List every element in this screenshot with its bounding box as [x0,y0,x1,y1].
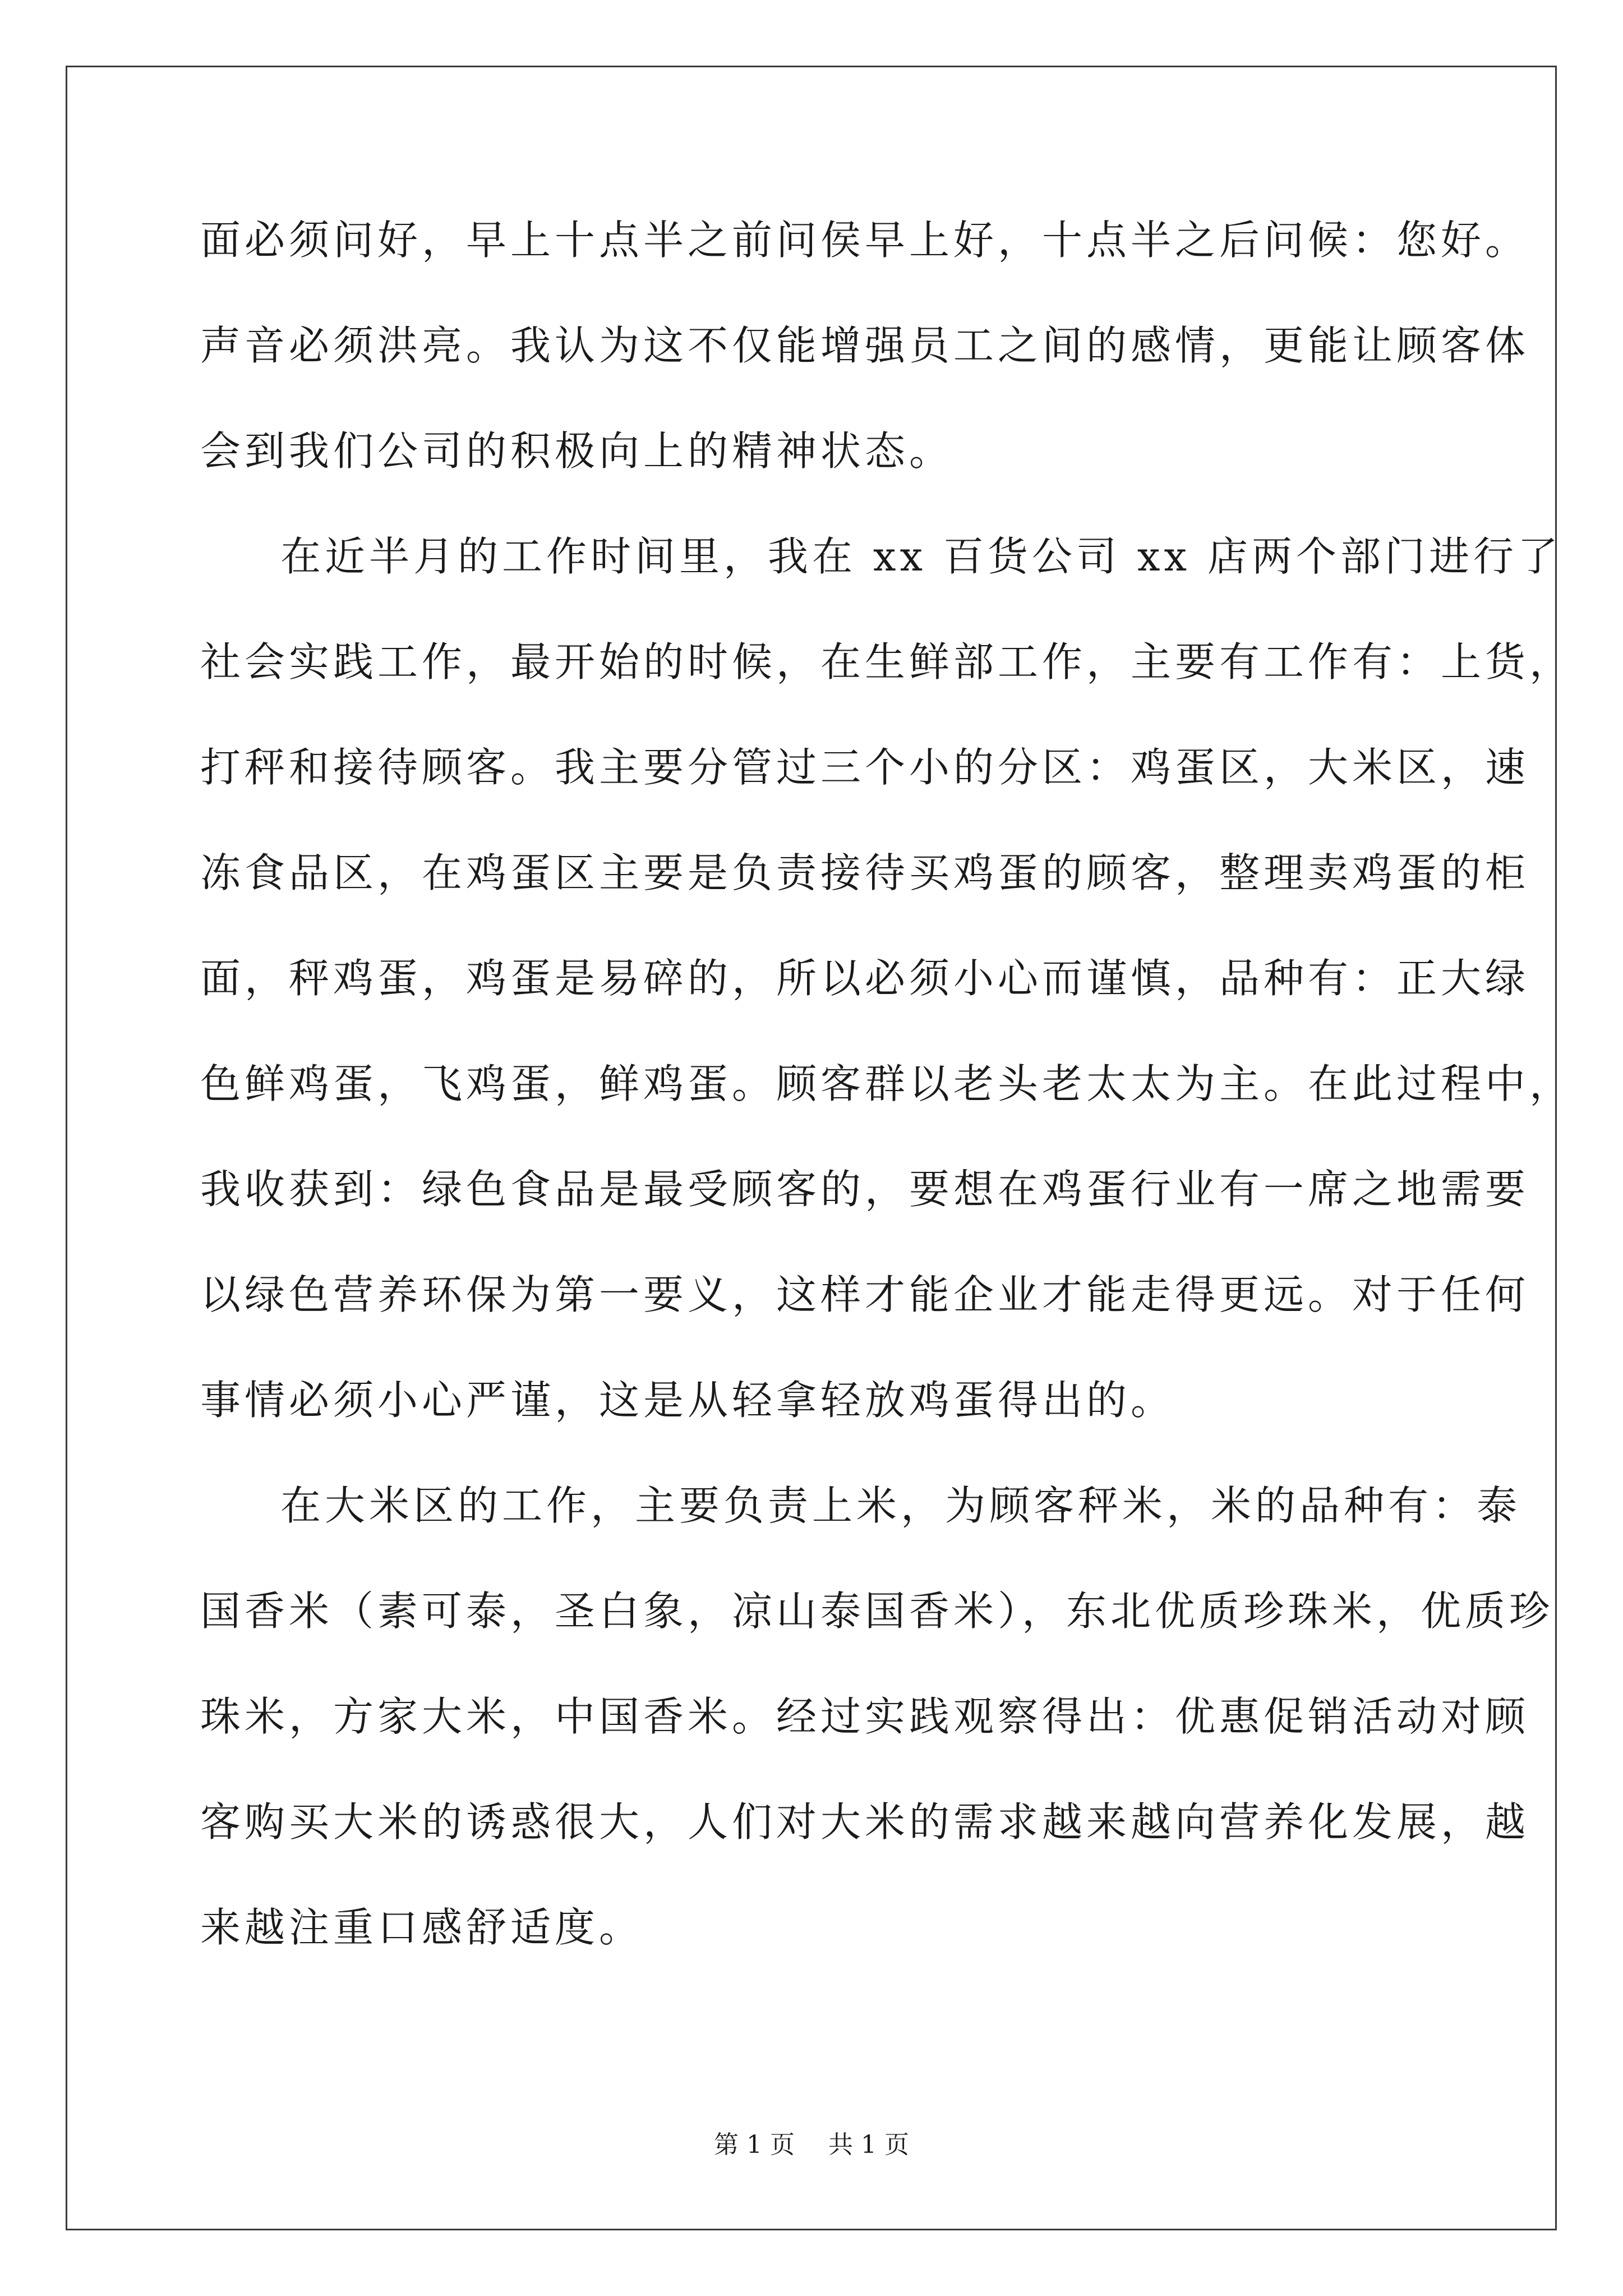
text-line: 面必须问好，早上十点半之前问侯早上好，十点半之后问候：您好。 [200,217,1530,264]
text-line: 会到我们公司的积极向上的精神状态。 [200,427,954,475]
text-line: 来越注重口感舒适度。 [200,1904,644,1951]
text-line: 面，秤鸡蛋，鸡蛋是易碎的，所以必须小心而谨慎，品种有：正大绿 [200,955,1530,1002]
page-footer [0,2128,1623,2162]
text-line: 社会实践工作，最开始的时候，在生鲜部工作，主要有工作有：上货， [200,638,1574,685]
text-line: 色鲜鸡蛋，飞鸡蛋，鲜鸡蛋。顾客群以老头老太太为主。在此过程中， [200,1060,1574,1107]
text-line: 我收获到：绿色食品是最受顾客的，要想在鸡蛋行业有一席之地需要 [200,1166,1530,1213]
text-line: 客购买大米的诱惑很大，人们对大米的需求越来越向营养化发展，越 [200,1798,1530,1846]
text-line: 国香米（素可泰，圣白象，凉山泰国香米），东北优质珍珠米，优质珍 [200,1588,1554,1635]
paragraph-first-line: 在近半月的工作时间里，我在 xx 百货公司 xx 店两个部门进行了 [280,533,1562,580]
page-total: 共 1 页 [828,2131,909,2159]
page-number: 第 1 页 [714,2131,795,2159]
text-line: 珠米，方家大米，中国香米。经过实践观察得出：优惠促销活动对顾 [200,1693,1530,1740]
paragraph-first-line: 在大米区的工作，主要负责上米，为顾客秤米，米的品种有：泰 [280,1482,1521,1529]
text-line: 冻食品区，在鸡蛋区主要是负责接待买鸡蛋的顾客，整理卖鸡蛋的柜 [200,849,1530,896]
text-line: 以绿色营养环保为第一要义，这样才能企业才能走得更远。对于任何 [200,1271,1530,1318]
text-line: 打秤和接待顾客。我主要分管过三个小的分区：鸡蛋区，大米区，速 [200,744,1530,791]
text-line: 事情必须小心严谨，这是从轻拿轻放鸡蛋得出的。 [200,1377,1175,1424]
text-line: 声音必须洪亮。我认为这不仅能增强员工之间的感情，更能让顾客体 [200,322,1530,369]
